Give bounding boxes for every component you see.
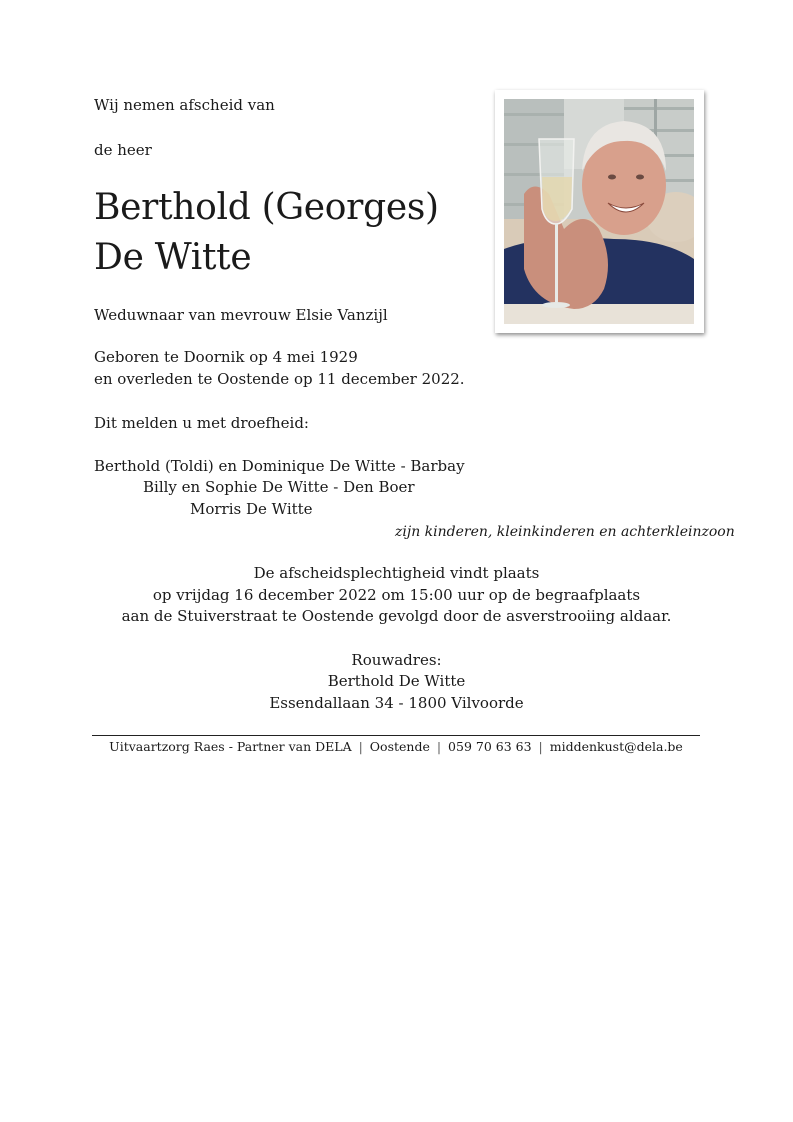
death-text: en overleden te Oostende op 11 december 2022. bbox=[94, 370, 465, 388]
announcement-text: Dit melden u met droefheid: bbox=[94, 414, 309, 432]
ceremony-line: De afscheidsplechtigheid vindt plaats bbox=[253, 564, 540, 582]
footer-separator: | bbox=[538, 739, 543, 754]
intro-text: Wij nemen afscheid van bbox=[94, 96, 275, 114]
deceased-name-line1: Berthold (Georges) bbox=[94, 187, 439, 228]
portrait-frame bbox=[495, 90, 704, 333]
footer-company: Uitvaartzorg Raes - Partner van DELA bbox=[109, 739, 352, 754]
address-name: Berthold De Witte bbox=[327, 672, 466, 690]
family-member-line: Berthold (Toldi) en Dominique De Witte - Barbay bbox=[94, 457, 465, 475]
salutation-text: de heer bbox=[94, 141, 152, 159]
funeral-home-footer bbox=[92, 738, 700, 756]
footer-separator: | bbox=[358, 739, 363, 754]
address-street: Essendallaan 34 - 1800 Vilvoorde bbox=[269, 694, 524, 712]
deceased-name-line2: De Witte bbox=[94, 237, 252, 278]
footer-phone: 059 70 63 63 bbox=[448, 739, 532, 754]
ceremony-line: op vrijdag 16 december 2022 om 15:00 uur op de begraafplaats bbox=[152, 586, 641, 604]
ceremony-line: aan de Stuiverstraat te Oostende gevolgd door de asverstrooiing aldaar. bbox=[121, 607, 672, 625]
footer-divider bbox=[92, 735, 700, 736]
widower-text: Weduwnaar van mevrouw Elsie Vanzijl bbox=[94, 306, 388, 324]
address-label: Rouwadres: bbox=[351, 651, 442, 669]
footer-city: Oostende bbox=[369, 739, 430, 754]
family-member-line: Billy en Sophie De Witte - Den Boer bbox=[143, 478, 415, 496]
birth-text: Geboren te Doornik op 4 mei 1929 bbox=[94, 348, 358, 366]
footer-email: middenkust@dela.be bbox=[549, 739, 683, 754]
footer-separator: | bbox=[436, 739, 442, 754]
family-member-line: Morris De Witte bbox=[190, 500, 313, 518]
portrait-photo bbox=[504, 99, 694, 324]
family-relation-text: zijn kinderen, kleinkinderen en achterkleinzoon bbox=[395, 524, 735, 540]
